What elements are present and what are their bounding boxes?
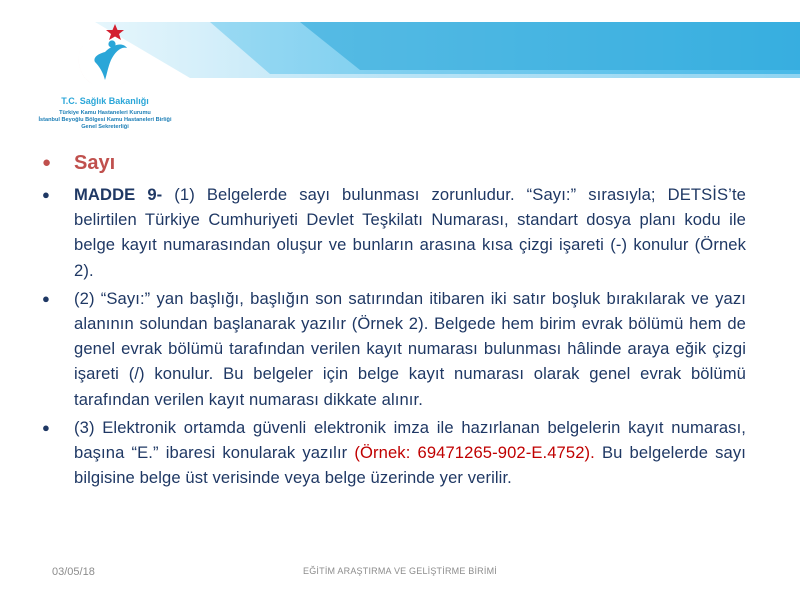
paragraph-3-text-b: Bu belgelerde sayı bilgisine belge üst verisinde veya belge üzerinde yer verilir. bbox=[74, 443, 746, 488]
paragraph-1-text: (1) Belgelerde sayı bulunması zorunludur. “Sayı:” sırasıyla; DETSİS’te belirtilen Türkiye Cumhuriyeti Devlet Teşkilatı Numarası, standart dosya planı kodu ile belge kayıt numarasından oluşur ve bunların arasına kısa çizgi işareti (-) konulur (Örnek 2). bbox=[74, 185, 746, 280]
paragraph-3 bbox=[42, 415, 746, 491]
paragraph-2 bbox=[42, 286, 746, 412]
footer-date: 03/05/18 bbox=[52, 566, 95, 578]
slide-content bbox=[42, 150, 746, 493]
paragraph-3-text-a: (3) Elektronik ortamda güvenli elektronik imza ile hazırlanan belgelerin kayıt numarası, başına “E.” ibaresi konularak yazılır bbox=[74, 417, 746, 463]
bullet-icon: ● bbox=[42, 154, 52, 171]
heading-text: Sayı bbox=[74, 152, 116, 174]
bullet-icon: ● bbox=[42, 187, 50, 202]
institution-line-3: Genel Sekreterliği bbox=[81, 124, 129, 130]
ministry-logo bbox=[20, 22, 190, 140]
crescent-star-emblem-icon bbox=[65, 22, 145, 94]
bullet-icon: ● bbox=[42, 419, 50, 435]
institution-line-1: Türkiye Kamu Hastaneleri Kurumu bbox=[59, 110, 151, 116]
article-label: MADDE 9- bbox=[74, 185, 163, 204]
paragraph-2-text: (2) “Sayı:” yan başlığı, başlığın son satırından itibaren iki satır boşluk bırakılarak ve yazı alanının solundan başlanarak yazılır (Örnek 2). Belgede hem birim evrak bölümü hem de genel evrak bölümü tarafından verilen kayıt numarası bulunması hâlinde araya eğik çizgi işareti (/) konulur. Bu belgeler için belge kayıt numarası olarak genel evrak bölümü tarafından verilen kayıt numarası dikkate alınır. bbox=[74, 288, 746, 409]
footer-department: EĞİTİM ARAŞTIRMA VE GELİŞTİRME BİRİMİ bbox=[303, 566, 497, 576]
example-number-highlight: (Örnek: 69471265-902-E.4752). bbox=[354, 443, 595, 463]
ministry-name: T.C. Sağlık Bakanlığı bbox=[61, 96, 149, 106]
paragraph-1 bbox=[42, 182, 746, 283]
bullet-icon: ● bbox=[42, 290, 50, 306]
section-heading bbox=[42, 150, 746, 176]
institution-line-2: İstanbul Beyoğlu Bölgesi Kamu Hastaneleri Birliği bbox=[38, 117, 172, 123]
